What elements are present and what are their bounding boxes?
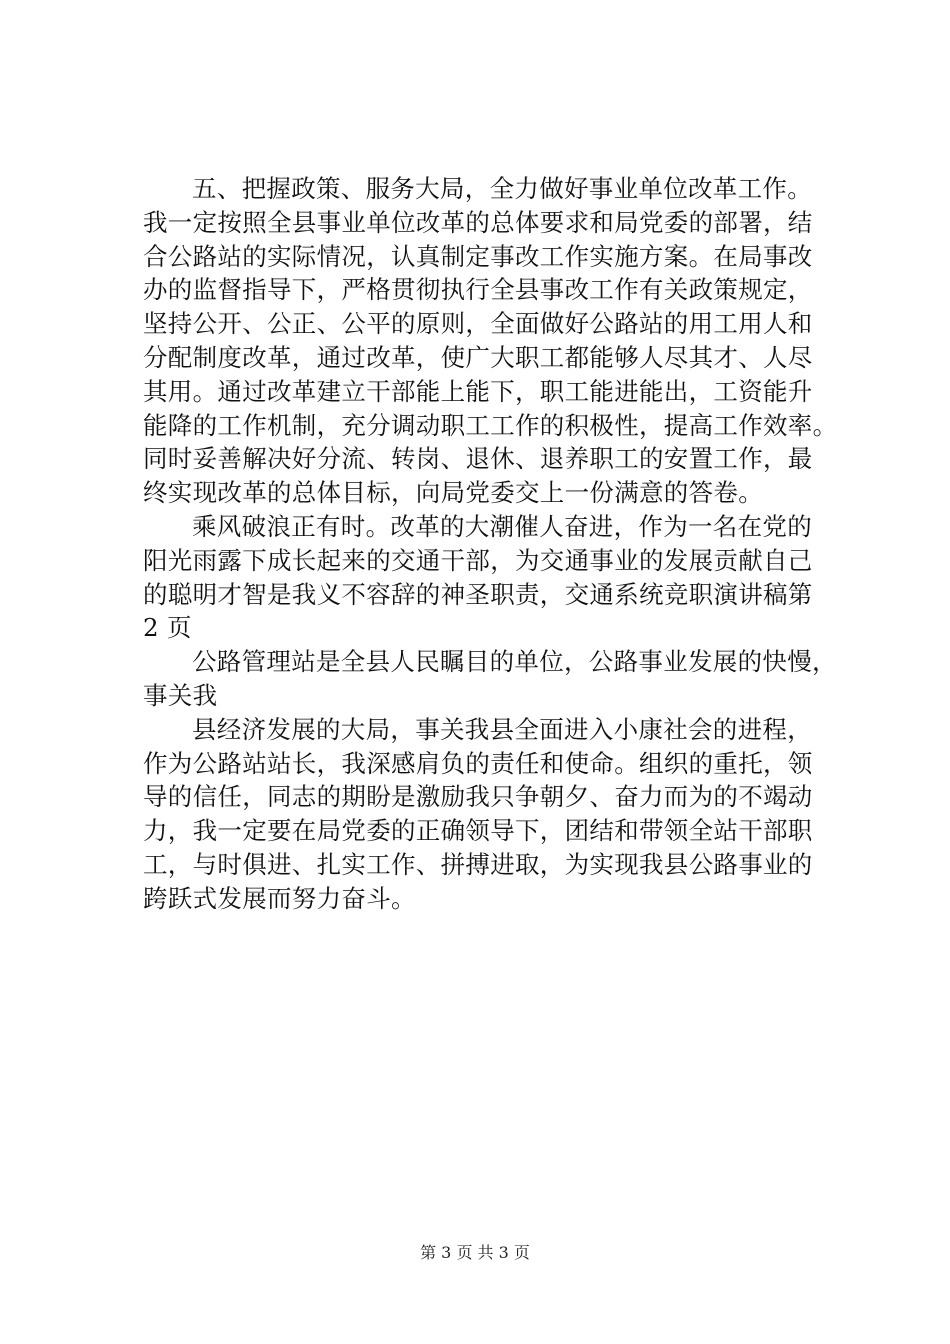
paragraph-line: 事关我 (143, 680, 218, 710)
paragraph-line: 县经济发展的大局，事关我县全面进入小康社会的进程， (192, 714, 812, 744)
paragraph-line: 终实现改革的总体目标，向局党委交上一份满意的答卷。 (143, 478, 763, 508)
page-footer: 第 3 页 共 3 页 (420, 1243, 530, 1262)
paragraph-line: 力，我一定要在局党委的正确领导下，团结和带领全站干部职 (143, 816, 813, 846)
paragraph-line: 跨跃式发展而努力奋斗。 (143, 883, 416, 913)
paragraph-line: 的聪明才智是我义不容辞的神圣职责，交通系统竞职演讲稿第 (143, 579, 813, 609)
paragraph-line: 工，与时俱进、扎实工作、拼搏进取，为实现我县公路事业的 (143, 849, 813, 879)
paragraph-line: 坚持公开、公正、公平的原则，全面做好公路站的用工用人和 (143, 309, 813, 339)
paragraph-line: 办的监督指导下，严格贯彻执行全县事改工作有关政策规定， (143, 275, 813, 305)
paragraph-line: 公路管理站是全县人民瞩目的单位，公路事业发展的快慢， (192, 647, 837, 677)
paragraph-line: 阳光雨露下成长起来的交通干部，为交通事业的发展贡献自己 (143, 545, 813, 575)
paragraph-line: 我一定按照全县事业单位改革的总体要求和局党委的部署，结 (143, 207, 813, 237)
paragraph-line: 乘风破浪正有时。改革的大潮催人奋进，作为一名在党的 (192, 511, 812, 541)
paragraph-line: 2 页 (143, 613, 192, 643)
paragraph-line: 能降的工作机制，充分调动职工工作的积极性，提高工作效率。 (143, 410, 838, 440)
paragraph-line: 分配制度改革，通过改革，使广大职工都能够人尽其才、人尽 (143, 342, 813, 372)
paragraph-line: 同时妥善解决好分流、转岗、退休、退养职工的安置工作，最 (143, 444, 813, 474)
paragraph-line: 作为公路站站长，我深感肩负的责任和使命。组织的重托，领 (143, 748, 813, 778)
paragraph-line: 其用。通过改革建立干部能上能下，职工能进能出，工资能升 (143, 376, 813, 406)
paragraph-line: 五、把握政策、服务大局，全力做好事业单位改革工作。 (192, 174, 812, 203)
paragraph-line: 导的信任，同志的期盼是激励我只争朝夕、奋力而为的不竭动 (143, 782, 813, 812)
paragraph-line: 合公路站的实际情况，认真制定事改工作实施方案。在局事改 (143, 241, 813, 271)
document-body (143, 172, 843, 916)
